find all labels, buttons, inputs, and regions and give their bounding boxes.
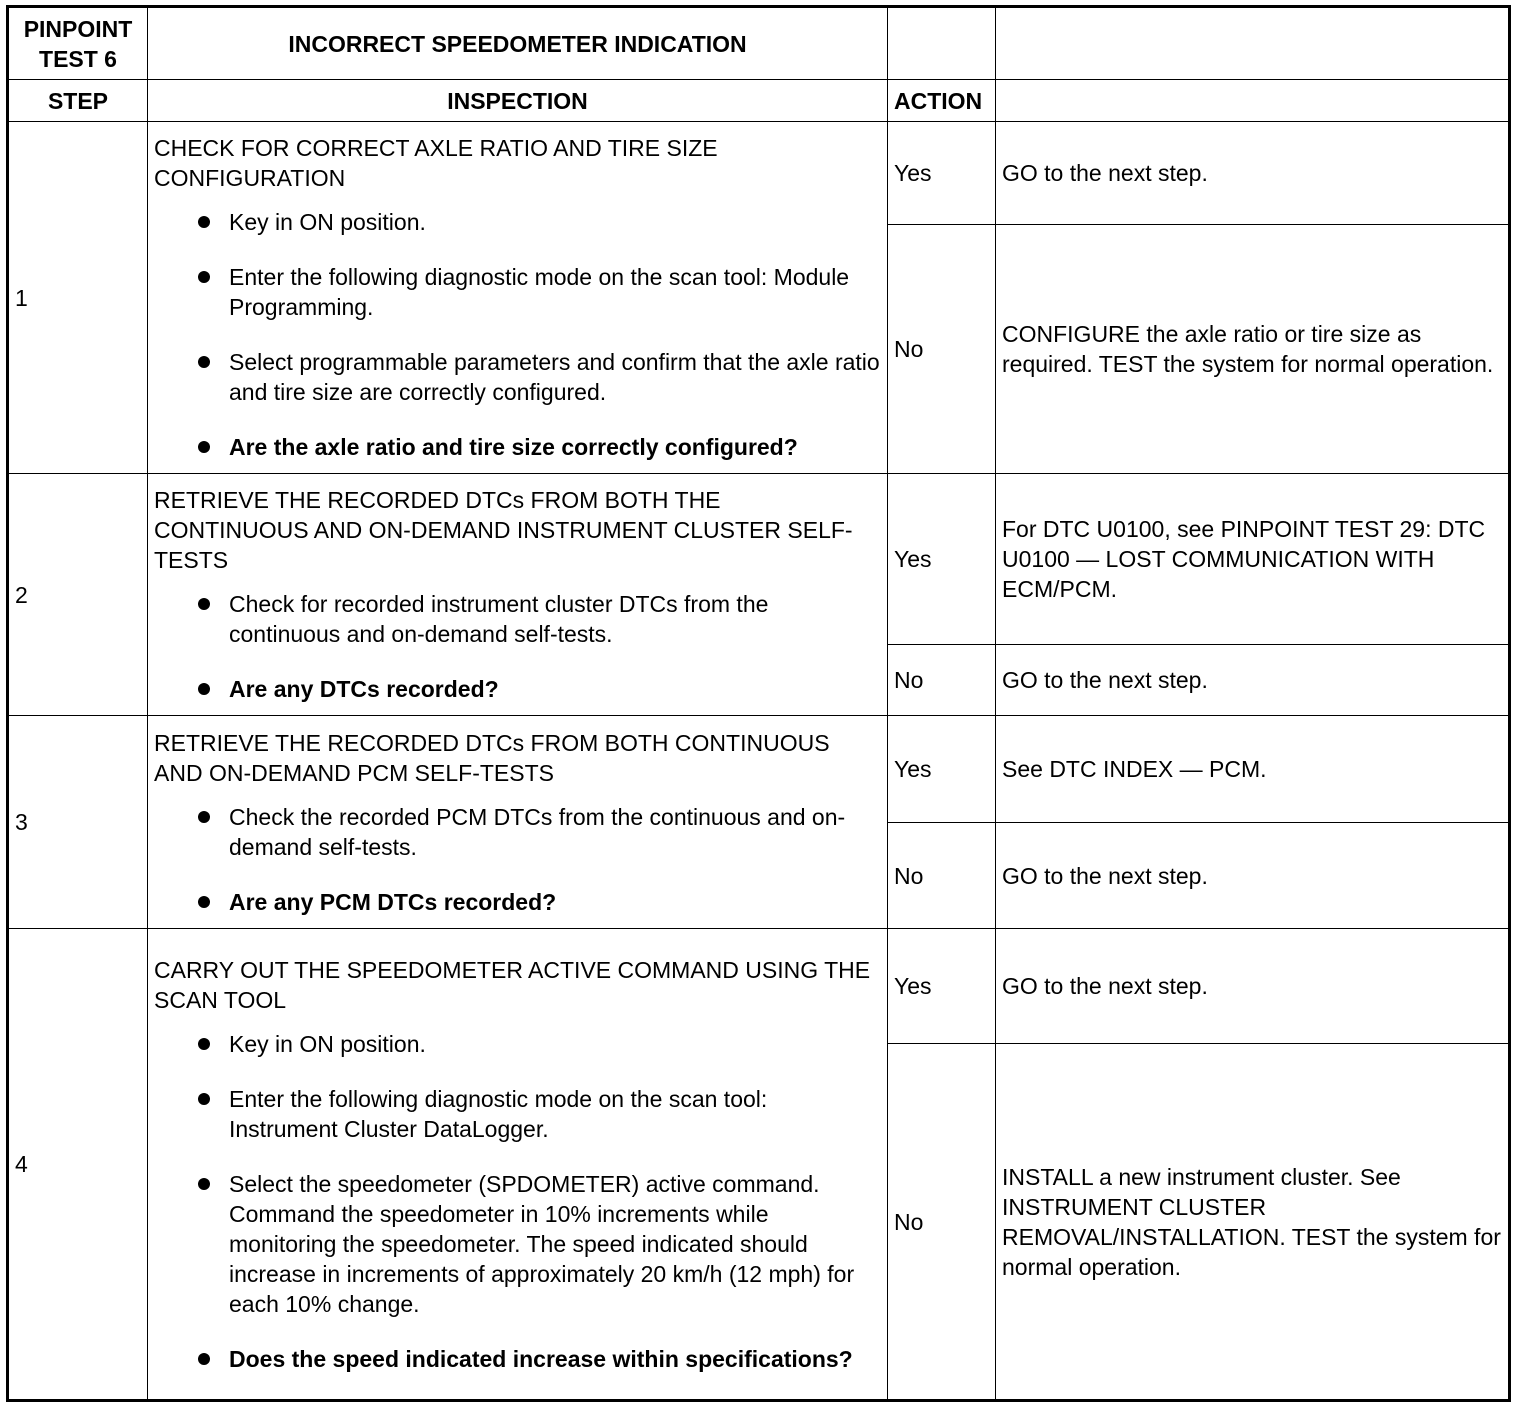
list-item: Check the recorded PCM DTCs from the continuous and on-demand self-tests.: [154, 802, 881, 862]
table-row: [8, 474, 1510, 645]
answer-no: No: [888, 225, 996, 474]
answer-no: No: [888, 1044, 996, 1401]
list-item: Select programmable parameters and confirm that the axle ratio and tire size are correctly configured.: [154, 347, 881, 407]
pinpoint-test-label: PINPOINT TEST 6: [8, 7, 148, 80]
answer-yes: Yes: [888, 716, 996, 823]
inspection-title: CARRY OUT THE SPEEDOMETER ACTIVE COMMAND USING THE SCAN TOOL: [154, 956, 871, 1013]
inspection-cell: [148, 474, 888, 716]
list-item: Enter the following diagnostic mode on the scan tool: Instrument Cluster DataLogger.: [154, 1084, 881, 1144]
title-row-empty-cell: [996, 7, 1510, 80]
list-item: Key in ON position.: [154, 207, 881, 237]
yes-action: See DTC INDEX — PCM.: [996, 716, 1510, 823]
pinpoint-test-table: [6, 5, 1511, 1402]
inspection-question: Are the axle ratio and tire size correctly configured?: [154, 432, 881, 462]
title-row-empty-cell: [888, 7, 996, 80]
table-row: [8, 122, 1510, 225]
list-item: Check for recorded instrument cluster DTCs from the continuous and on-demand self-tests.: [154, 589, 881, 649]
answer-no: No: [888, 823, 996, 929]
inspection-question: Does the speed indicated increase within specifications?: [154, 1344, 881, 1374]
page-title: INCORRECT SPEEDOMETER INDICATION: [148, 7, 888, 80]
title-row: [8, 7, 1510, 80]
answer-yes: Yes: [888, 122, 996, 225]
yes-action: For DTC U0100, see PINPOINT TEST 29: DTC U0100 — LOST COMMUNICATION WITH ECM/PCM.: [996, 474, 1510, 645]
yes-action: GO to the next step.: [996, 122, 1510, 225]
inspection-cell: [148, 716, 888, 929]
inspection-cell: [148, 122, 888, 474]
answer-yes: Yes: [888, 929, 996, 1044]
no-action: CONFIGURE the axle ratio or tire size as required. TEST the system for normal operation.: [996, 225, 1510, 474]
table-row: [8, 716, 1510, 823]
step-number: 4: [8, 929, 148, 1401]
column-header-inspection: INSPECTION: [148, 80, 888, 122]
answer-yes: Yes: [888, 474, 996, 645]
yes-action: GO to the next step.: [996, 929, 1510, 1044]
list-item: Select the speedometer (SPDOMETER) active command. Command the speedometer in 10% increments while monitoring the speedometer. The speed indicated should increase in increments of approximately 20 km/h (12 mph) for each 10% change.: [154, 1169, 881, 1319]
list-item: Key in ON position.: [154, 1029, 881, 1059]
inspection-title: CHECK FOR CORRECT AXLE RATIO AND TIRE SIZE CONFIGURATION: [154, 135, 718, 191]
inspection-question: Are any DTCs recorded?: [154, 674, 881, 704]
inspection-question: Are any PCM DTCs recorded?: [154, 887, 881, 917]
column-header-row: [8, 80, 1510, 122]
list-item: Enter the following diagnostic mode on the scan tool: Module Programming.: [154, 262, 881, 322]
answer-no: No: [888, 645, 996, 716]
step-number: 3: [8, 716, 148, 929]
step-number: 1: [8, 122, 148, 474]
column-header-action: ACTION: [888, 80, 996, 122]
column-header-step: STEP: [8, 80, 148, 122]
inspection-title: RETRIEVE THE RECORDED DTCs FROM BOTH CONTINUOUS AND ON-DEMAND PCM SELF-TESTS: [154, 729, 830, 786]
no-action: INSTALL a new instrument cluster. See INSTRUMENT CLUSTER REMOVAL/INSTALLATION. TEST the system for normal operation.: [996, 1044, 1510, 1401]
inspection-title: RETRIEVE THE RECORDED DTCs FROM BOTH THE CONTINUOUS AND ON-DEMAND INSTRUMENT CLUSTER SELF-TESTS: [154, 487, 853, 573]
inspection-cell: [148, 929, 888, 1401]
table-row: [8, 929, 1510, 1044]
column-header-empty-cell: [996, 80, 1510, 122]
no-action: GO to the next step.: [996, 823, 1510, 929]
step-number: 2: [8, 474, 148, 716]
no-action: GO to the next step.: [996, 645, 1510, 716]
